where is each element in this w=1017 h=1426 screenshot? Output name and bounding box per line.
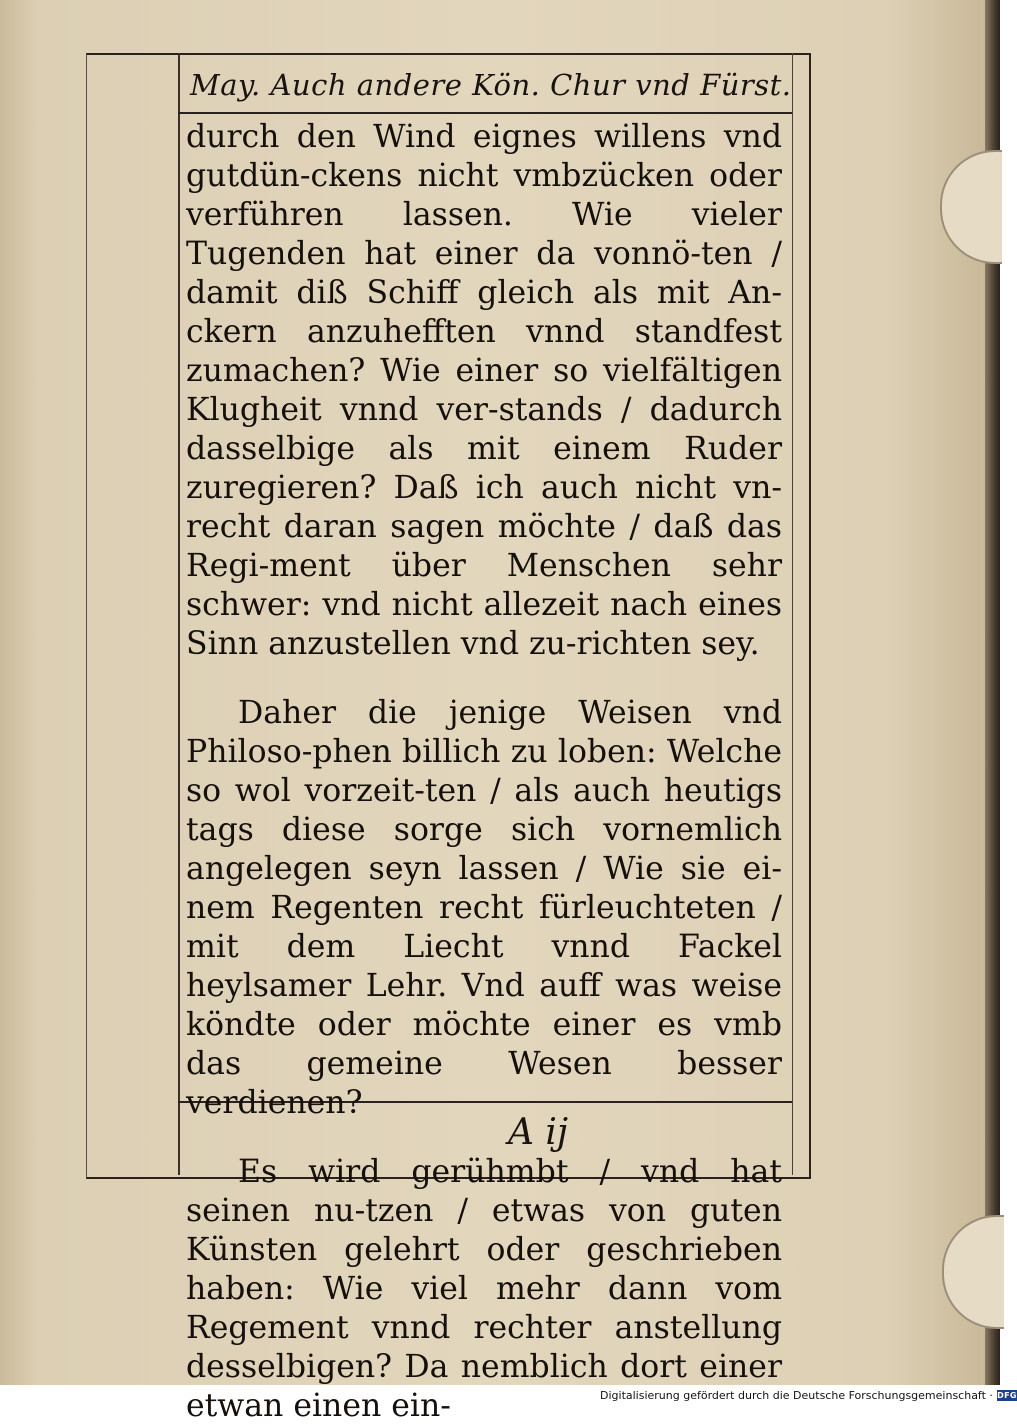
paragraph-1: durch den Wind eignes willens vnd gutdün-ckens nicht vmbzücken oder verführen lassen. Wie vieler Tugenden hat einer da vonnö-ten / damit diß Schiff gleich als mit An-ckern anzuhefften vnnd standfest zumachen? Wie einer so vielfältigen Klugheit vnnd ver-stands / dadurch dasselbige als mit einem Ruder zuregieren? Daß ich auch nicht vn-recht daran sagen möchte / daß das Regi-ment über Menschen sehr schwer: vnd nicht allezeit nach eines Sinn anzustellen vnd zu-richten sey. <box>186 119 782 662</box>
header-rule <box>178 112 792 114</box>
running-head: May. Auch andere Kön. Chur vnd Fürst. <box>190 68 792 102</box>
footer-credit: Digitalisierung gefördert durch die Deutsche Forschungsgemeinschaft · <box>600 1389 993 1402</box>
print-frame-left-rule <box>178 53 180 1175</box>
paragraph-3: Es wird gerühmbt / vnd hat seinen nu-tzen / etwas von guten Künsten gelehrt oder geschrieben haben: Wie viel mehr dann vom Regement vnnd rechter anstellung desselbigen? Da nemblich dort einer etwan einen ein- <box>186 1154 782 1424</box>
signature-mark: A ij <box>507 1112 569 1153</box>
digitization-footer <box>600 1388 1017 1403</box>
print-frame-right-rule <box>792 53 793 1175</box>
dfg-logo-icon: DFG <box>997 1391 1017 1400</box>
paragraph-2: Daher die jenige Weisen vnd Philoso-phen billich zu loben: Welche so wol vorzeit-ten / als auch heutigs tags diese sorge sich vornemlich angelegen seyn lassen / Wie sie ei-nem Regenten recht fürleuchteten / mit dem Liecht vnnd Fackel heylsamer Lehr. Vnd auff was weise köndte oder möchte einer es vmb das gemeine Wesen besser verdienen? <box>186 695 782 1121</box>
